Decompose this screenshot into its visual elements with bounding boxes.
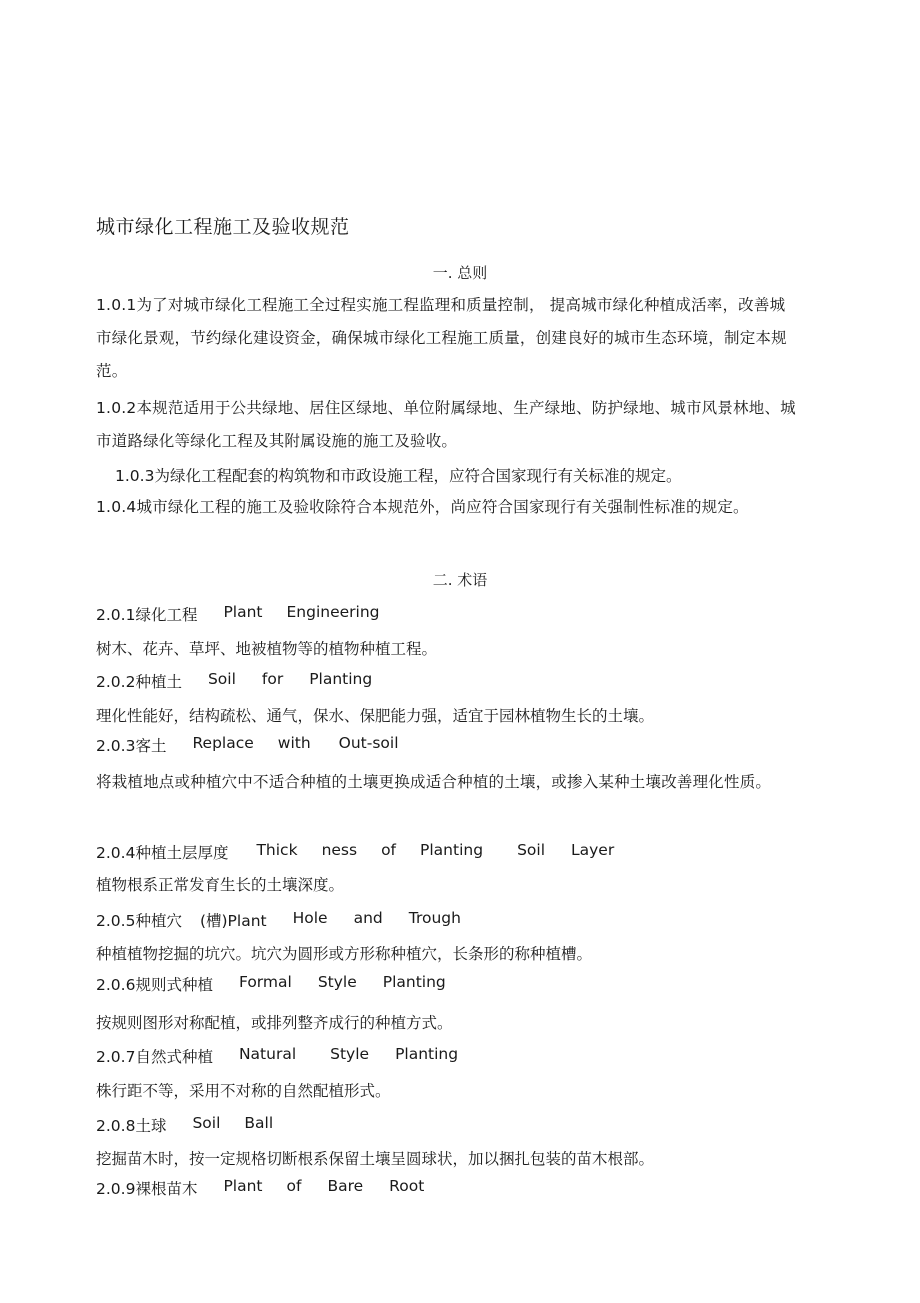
term-english-word: Plant [223,603,263,621]
term-english-word: Trough [408,909,461,927]
term-english-word: Planting [309,670,373,688]
term-english-word: of [286,1177,302,1195]
term-english-word: Style [330,1045,370,1063]
term-2-0-8 [96,1114,273,1136]
term-code: 2.0.3客土 [96,737,167,755]
section-heading-terms: 二. 术语 [432,571,488,589]
term-definition: 株行距不等，采用不对称的自然配植形式。 [96,1082,391,1100]
term-english-word: for [261,670,284,688]
clause-1-0-1: 1.0.1为了对城市绿化工程施工全过程实施工程监理和质量控制， 提高城市绿化种植成活率，改善城市绿化景观，节约绿化建设资金，确保城市绿化工程施工质量，创建良好的城市生态环境，制定本规范。 [96,296,787,380]
term-definition: 树木、花卉、草坪、地被植物等的植物种植工程。 [96,640,438,658]
term-english-word: Layer [571,841,615,859]
term-code: 2.0.9裸根苗木 [96,1180,198,1198]
term-english-word: Engineering [286,603,380,621]
term-2-0-1 [96,603,380,625]
term-english-word: and [353,909,383,927]
term-definition: 挖掘苗木时，按一定规格切断根系保留土壤呈圆球状，加以捆扎包装的苗木根部。 [96,1150,655,1168]
term-english-word: with [277,734,311,752]
term-english-word: Formal [238,973,292,991]
term-english-word: Soil [517,841,545,859]
term-english-word: Replace [192,734,254,752]
term-2-0-3 [96,734,399,756]
term-english-word: Hole [292,909,328,927]
clause-1-0-2: 1.0.2本规范适用于公共绿地、居住区绿地、单位附属绿地、生产绿地、防护绿地、城市风景林地、城市道路绿化等绿化工程及其附属设施的施工及验收。 [96,399,796,450]
term-english-word: (槽)Plant [199,912,267,930]
term-2-0-2 [96,670,372,692]
term-definition: 种植植物挖掘的坑穴。坑穴为圆形或方形称种植穴，长条形的称种植槽。 [96,945,593,963]
term-english-word: Planting [395,1045,459,1063]
term-english-word: Thick [256,841,298,859]
term-english-word: ness [321,841,358,859]
term-code: 2.0.6规则式种植 [96,976,213,994]
term-english-word: Out-soil [338,734,399,752]
term-definition: 将栽植地点或种植穴中不适合种植的土壤更换成适合种植的土壤，或掺入某种土壤改善理化性质。 [96,773,772,791]
term-english-word: Planting [382,973,446,991]
clause-1-0-4: 1.0.4城市绿化工程的施工及验收除符合本规范外，尚应符合国家现行有关强制性标准的规定。 [96,498,749,516]
term-code: 2.0.1绿化工程 [96,606,198,624]
term-english-word: Planting [420,841,484,859]
term-definition: 理化性能好，结构疏松、通气，保水、保肥能力强，适宜于园林植物生长的土壤。 [96,707,655,725]
term-definition: 按规则图形对称配植，或排列整齐成行的种植方式。 [96,1014,453,1032]
term-2-0-5 [96,909,461,931]
term-english-word: of [381,841,397,859]
term-english-word: Style [317,973,357,991]
term-english-word: Plant [223,1177,263,1195]
term-code: 2.0.8土球 [96,1117,167,1135]
term-2-0-7 [96,1045,458,1067]
term-2-0-9 [96,1177,424,1199]
term-english-word: Bare [327,1177,364,1195]
clause-1-0-3: 1.0.3为绿化工程配套的构筑物和市政设施工程，应符合国家现行有关标准的规定。 [115,467,682,485]
section-heading-general: 一. 总则 [432,264,488,282]
term-code: 2.0.2种植土 [96,673,182,691]
document-title: 城市绿化工程施工及验收规范 [96,216,350,238]
term-code: 2.0.4种植土层厚度 [96,844,229,862]
term-2-0-4 [96,841,614,863]
term-english-word: Natural [238,1045,297,1063]
term-code: 2.0.5种植穴 [96,912,182,930]
term-code: 2.0.7自然式种植 [96,1048,213,1066]
term-english-word: Soil [192,1114,221,1132]
term-english-word: Root [389,1177,425,1195]
term-english-word: Soil [207,670,236,688]
term-2-0-6 [96,973,446,995]
term-english-word: Ball [244,1114,274,1132]
term-definition: 植物根系正常发育生长的土壤深度。 [96,876,345,894]
